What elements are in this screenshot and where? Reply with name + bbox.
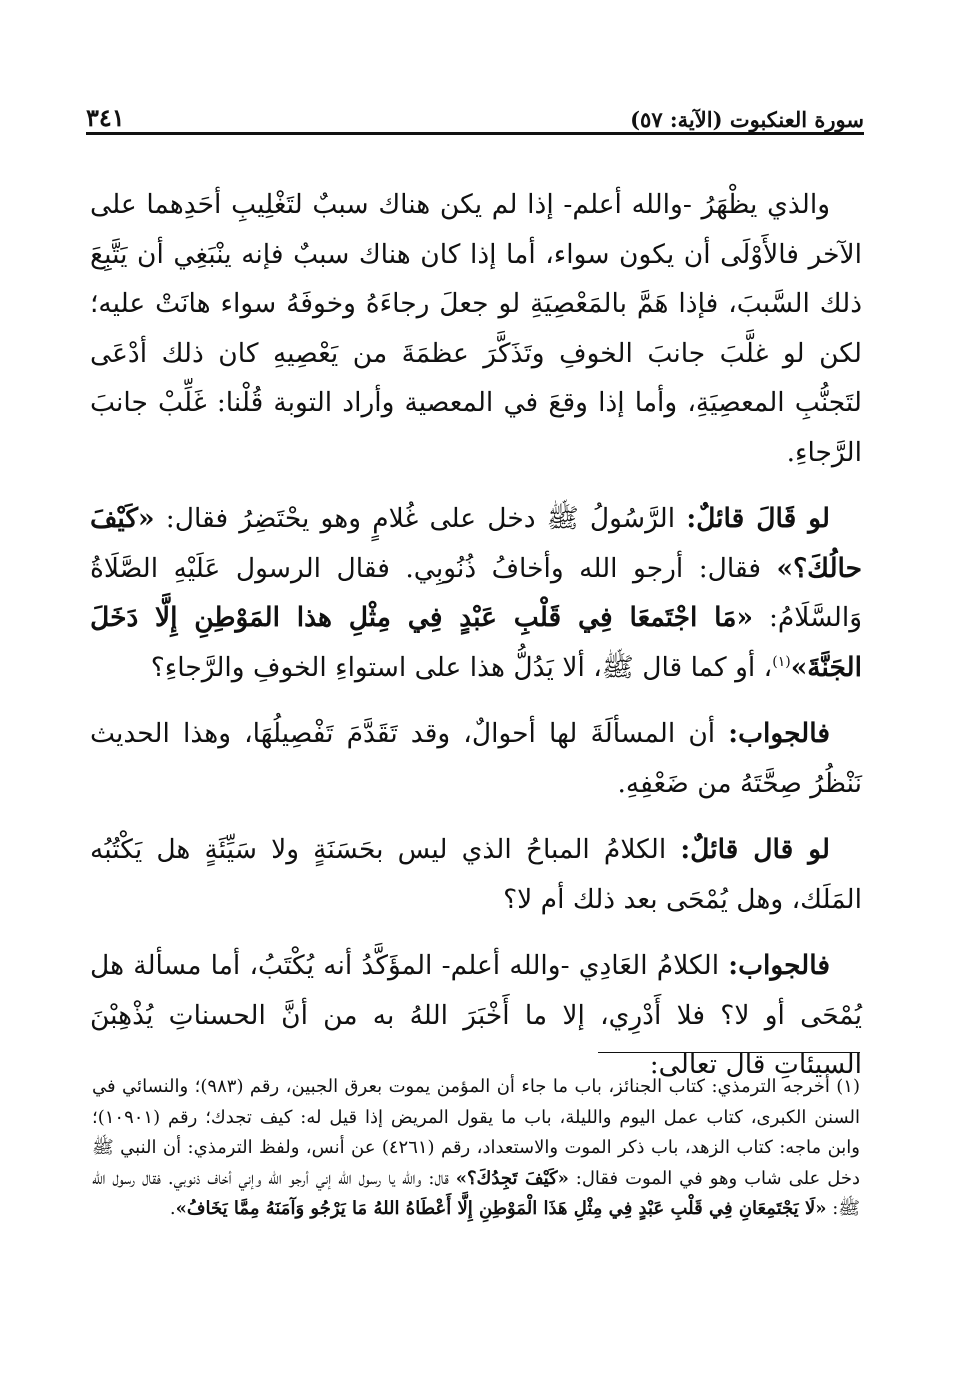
footnote-text: قال: والله يا رسول الله إني أرجو الله وإني أخاف ذنوبي. فقال رسول الله ﷺ: [92,1167,860,1219]
answer-lead: فالجواب: [728,950,830,981]
paragraph-5 [90,941,862,1090]
page-header [86,92,864,132]
footnote-text: (١) أخرجه الترمذي: كتاب الجنائز، باب ما جاء أن المؤمن يموت بعرق الجبين، رقم (٩٨٣)؛ والنسائي في السنن الكبرى، كتاب عمل اليوم والليلة، باب ما يقول المريض إذا قيل له: كيف تجدك؛ رقم (١٠٩٠١)؛ وابن ماجه: كتاب الزهد، باب ذكر الموت والاستعداد، رقم (٤٢٦١) عن أنس، ولفظ الترمذي: أن النبي ﷺ دخل على شاب وهو في الموت فقال: [92,1076,860,1189]
paragraph-4 [90,825,862,924]
answer-lead: فالجواب: [728,718,830,749]
question-lead: لو قال قائلٌ: [680,834,830,865]
page-number: ٣٤١ [86,103,125,132]
paragraph-text: الكلامُ العَادِي -والله أعلم- المؤَكَّدُ أنه يُكْتَبُ، أما مسألة هل يُمْحَى أو لا؟ فلا أَدْرِي، إلا ما أَخْبَرَ اللهُ به من أنَّ الحسناتِ يُذْهِبْنَ السيئاتِ قال تعالى: [90,950,862,1080]
main-text [90,180,862,1107]
surah-title: سورة العنكبوت (الآية: ٥٧) [630,107,864,132]
paragraph-2 [90,494,862,692]
hadith-quote: «كَيْفَ حالُكَ؟» [90,503,862,584]
footnote-text: . [169,1198,176,1219]
footnote-1 [92,1072,860,1225]
paragraph-text: أن المسألَةَ لها أحوالٌ، وقد تَقَدَّمَ تَفْصِيلُهَا، وهذا الحديث نَنْظُرُ صِحَّتَهُ من ضَعْفِهِ. [90,718,862,799]
question-lead: لو قَالَ قائلٌ: [686,503,831,534]
footnote-quote: «كَيْفَ تَجِدُكَ؟» [455,1167,569,1189]
hadith-quote: «مَا اجْتَمعَا فِي قَلْبِ عَبْدٍ فِي مِثْلِ هذا المَوْطِنِ إِلَّا دَخَلَ الجَنَّةَ» [90,602,862,683]
footnotes [92,1072,860,1225]
footnote-rule [598,1052,860,1053]
paragraph-text: ، أو كما قال ﷺ، ألا يَدُلُّ هذا على استواءِ الخوفِ والرَّجاءِ؟ [150,651,773,683]
footnote-marker[interactable]: (١) [772,653,791,670]
paragraph-text: فقال: أرجو الله وأخافُ ذُنُوبِي. فقال الرسول عَلَيْهِ الصَّلَاةُ وَالسَّلَامُ: [90,552,862,633]
paragraph-1: والذي يظْهَرُ -والله أعلم- إذا لم يكن هناك سببٌ لتَغْلِيبِ أحَدِهما على الآخر فالأَوْلَى أن يكون سواء، أما إذا كان هناك سببٌ فإنه ينْبَغِي أن يَتَّبِعَ ذلك السَّببَ، فإذا هَمَّ بالمَعْصِيَةِ لو جعلَ رجاءَهُ وخوفَهُ سواء هانَتْ عليه؛ لكن لو غلَّبَ جانبَ الخوفِ وتَذَكَّرَ عظمَةَ من يَعْصِيهِ كان ذلك أدْعَى لتَجنُّبِ المعصِيَةِ، وأما إذا وقعَ في المعصية وأراد التوبة قُلْنا: غَلِّبْ جانبَ الرَّجاءِ. [90,189,862,468]
footnote-quote: «لَا يَجْتَمِعَانِ فِي قَلْبِ عَبْدٍ فِي مِثْلِ هَذَا الْمَوْطِنِ إِلَّا أَعْطَاهُ اللهُ مَا يَرْجُو وَآمَنَهُ مِمَّا يَخَافُ» [175,1198,827,1219]
paragraph-text: الكلامُ المباحُ الذي ليس بحَسَنَةٍ ولا سَيِّئَةٍ هل يَكْتُبُه المَلَك، وهل يُمْحَى بعد ذلك أم لا؟ [90,834,862,915]
paragraph-text: الرَّسُولُ ﷺ دخل على غُلامٍ وهو يحْتَضِرُ فقال: [154,503,687,534]
paragraph-3 [90,709,862,808]
header-rule [86,132,864,135]
